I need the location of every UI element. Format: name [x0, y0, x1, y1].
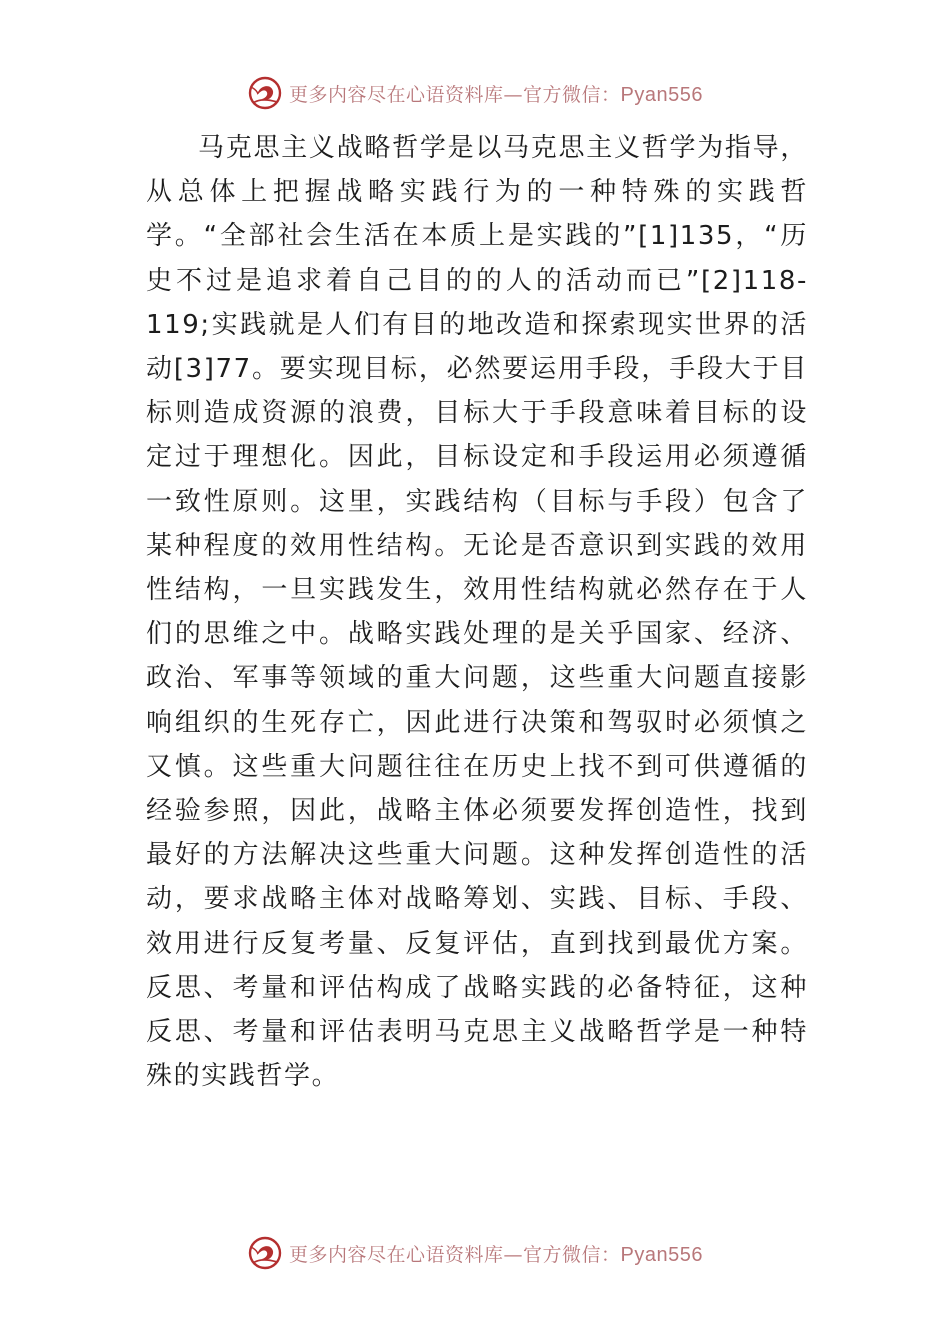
footer-banner-text: [289, 1240, 703, 1267]
footer-banner: [0, 1233, 950, 1273]
footer-wechat-id: Pyan556: [620, 1243, 703, 1266]
header-banner: [0, 73, 950, 113]
header-banner-text: [289, 80, 703, 107]
article-paragraph: 马克思主义战略哲学是以马克思主义哲学为指导，从总体上把握战略实践行为的一种特殊的实践哲学。“全部社会生活在本质上是实践的”[1]135，“历史不过是追求着自己目的的人的活动而已”[2]118-119;实践就是人们有目的地改造和探索现实世界的活动[3]77。要实现目标，必然要运用手段，手段大于目标则造成资源的浪费，目标大于手段意味着目标的设定过于理想化。因此，目标设定和手段运用必须遵循一致性原则。这里，实践结构（目标与手段）包含了某种程度的效用性结构。无论是否意识到实践的效用性结构，一旦实践发生，效用性结构就必然存在于人们的思维之中。战略实践处理的是关乎国家、经济、政治、军事等领域的重大问题，这些重大问题直接影响组织的生死存亡，因此进行决策和驾驭时必须慎之又慎。这些重大问题往往在历史上找不到可供遵循的经验参照，因此，战略主体必须要发挥创造性，找到最好的方法解决这些重大问题。这种发挥创造性的活动，要求战略主体对战略筹划、实践、目标、手段、效用进行反复考量、反复评估，直到找到最优方案。反思、考量和评估构成了战略实践的必备特征，这种反思、考量和评估表明马克思主义战略哲学是一种特殊的实践哲学。: [146, 133, 808, 1092]
header-banner-label: 更多内容尽在心语资料库—官方微信：: [289, 83, 621, 106]
footer-banner-label: 更多内容尽在心语资料库—官方微信：: [289, 1243, 621, 1266]
rose-logo-icon: [247, 75, 283, 111]
rose-logo-icon: [247, 1235, 283, 1271]
header-wechat-id: Pyan556: [620, 83, 703, 106]
